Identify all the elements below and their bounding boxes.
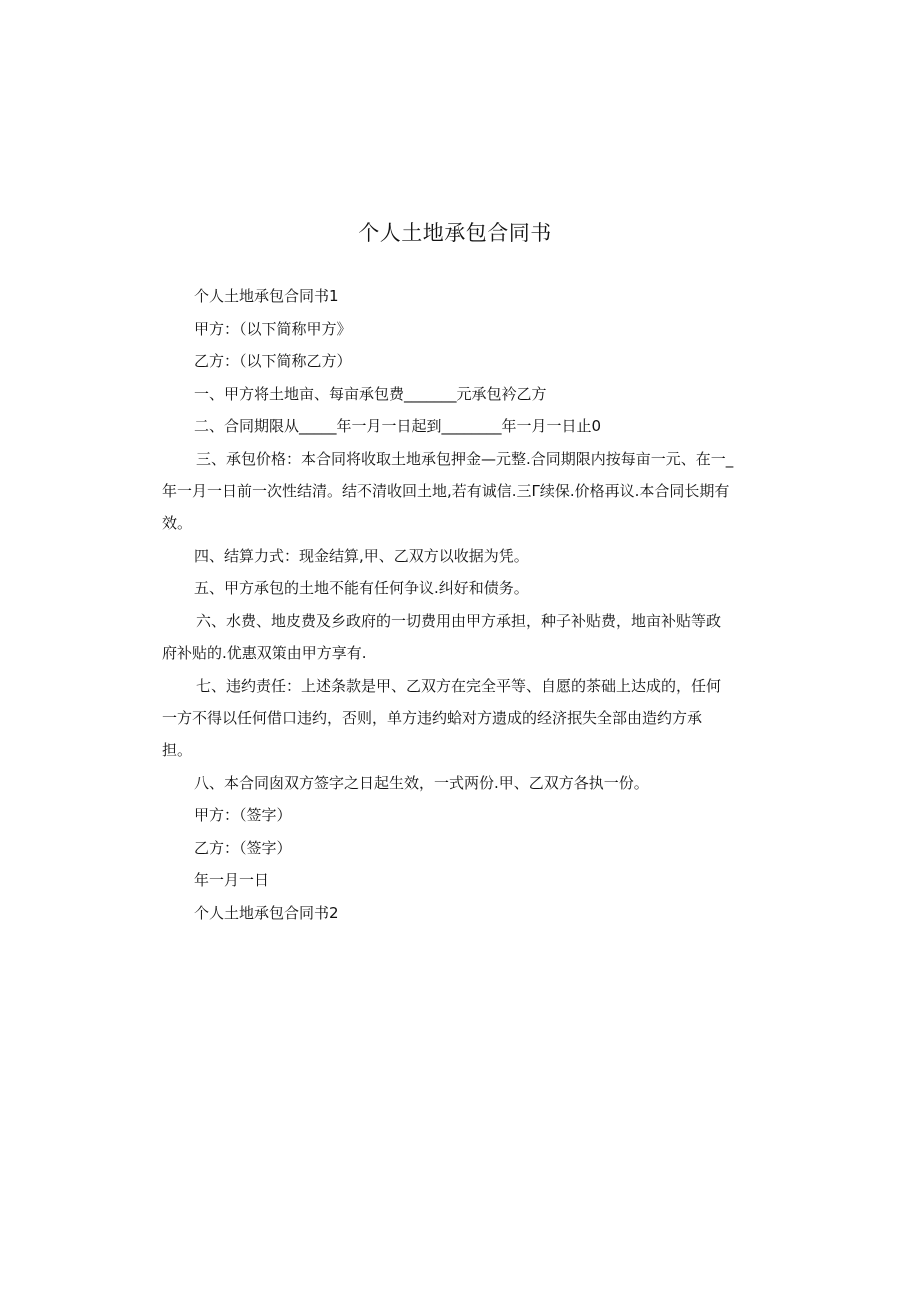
clause-7-line-2: 一方不得以任何借口违约，否则，单方违约蛤对方遗成的经济抿失全部由造约方承: [162, 709, 703, 727]
party-b-line: 乙方：（以下简称乙方）: [194, 352, 352, 370]
clause-8: 八、本合同囱双方签字之日起生效，一式两份.甲、乙双方各执一份。: [194, 774, 649, 792]
section-heading-2: 个人土地承包合同书2: [194, 904, 339, 922]
signature-party-b: 乙方：（签字）: [194, 839, 292, 857]
clause-6-line-2: 府补贴的.优惠双策由甲方享有.: [162, 644, 367, 662]
party-a-line: 甲方：（以下简称甲方》: [194, 320, 352, 338]
document-title: 个人土地承包合同书: [358, 221, 552, 245]
clause-7-line-1: 七、违约责任：上述条款是甲、乙双方在完全平等、自愿的茶础上达成的，任何: [196, 677, 722, 695]
clause-5: 五、甲方承包的土地不能有任何争议.纠好和债务。: [194, 579, 529, 597]
signature-date: 年一月一日: [194, 871, 270, 889]
clause-7-line-3: 担。: [162, 741, 193, 759]
clause-6-line-1: 六、水费、地皮费及乡政府的一切费用由甲方承担，种子补贴费，地亩补贴等政: [196, 612, 722, 630]
clause-2: 二、合同期限从_____年一月一日起到________年一月一日止0: [194, 417, 602, 435]
clause-1: 一、甲方将土地亩、每亩承包费_______元承包衿乙方: [194, 385, 547, 403]
signature-party-a: 甲方：（签字）: [194, 806, 292, 824]
clause-3-line-2: 年一月一日前一次性结清。结不清收回土地,若有诚信.三Γ续保.价格再议.本合同长期有: [162, 482, 730, 500]
clause-4: 四、结算力式：现金结算,甲、乙双方以收据为凭。: [194, 547, 529, 565]
clause-3-line-3: 效。: [162, 514, 193, 532]
clause-3-line-1: 三、承包价格：本合同将收取土地承包押金—元整.合同期限内按每亩一元、在一_: [196, 450, 734, 468]
section-heading-1: 个人土地承包合同书1: [194, 287, 339, 305]
